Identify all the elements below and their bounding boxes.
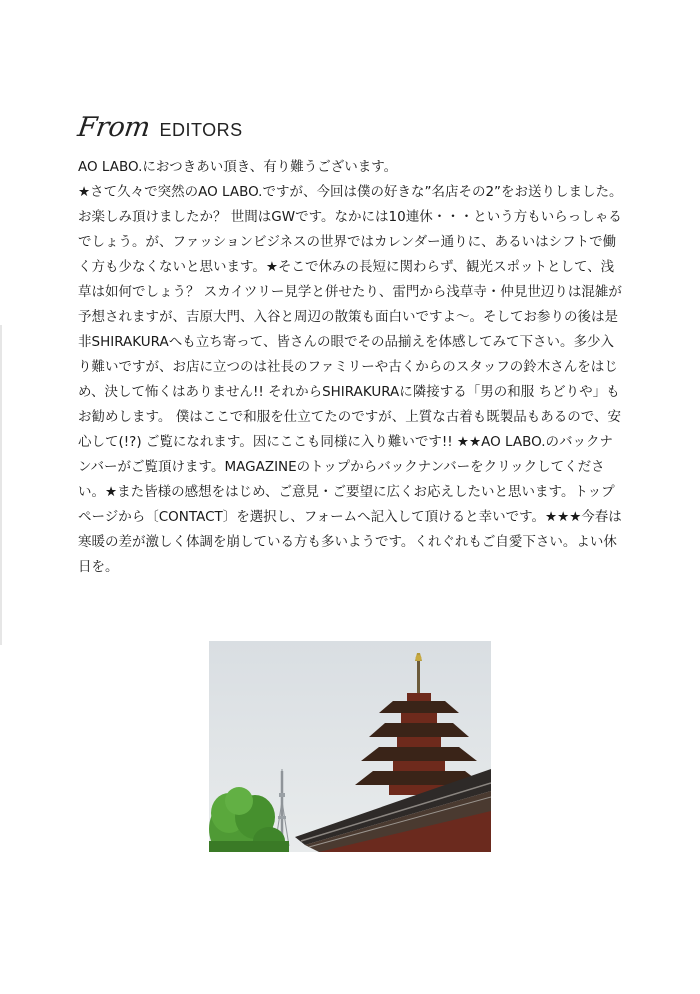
left-edge-rule: [0, 325, 2, 645]
section-heading: [75, 112, 243, 143]
main-paragraph: ★さて久々で突然のAO LABO.ですが、今回は僕の好きな”名店その2”をお送りしました。お楽しみ頂けましたか？ 世間はGWです。なかには10連休・・・という方もいらっしゃるでしょう。が、ファッションビジネスの世界ではカレンダー通りに、あるいはシフトで働く方も少なくないと思います。★そこで休みの長短に関わらず、観光スポットとして、浅草は如何でしょう？ スカイツリー見学と併せたり、雷門から浅草寺・仲見世辺りは混雑が予想されますが、吉原大門、入谷と周辺の散策も面白いですよ〜。そしてお参りの後は是非SHIRAKURAへも立ち寄って、皆さんの眼でその品揃えを体感してみて下さい。多少入り難いですが、お店に立つのは社長のファミリーや古くからのスタッフの鈴木さんをはじめ、決して怖くはありません!! それからSHIRAKURAに隣接する「男の和服 ちどりや」もお勧めします。 僕はここで和服を仕立てたのですが、上質な古着も既製品もあるので、安心して(!?) ご覧になれます。因にここも同様に入り難いです!! ★★AO LABO.のバックナンバーがご覧頂けます。MAGAZINEのトップからバックナンバーをクリックしてください。★また皆様の感想をはじめ、ご意見・ご要望に広くお応えしたいと思います。トップページから〔CONTACT〕を選択し、フォームへ記入して頂けると幸いです。★★★今春は寒暖の差が激しく体調を崩している方も多いようです。くれぐれもご自愛下さい。よい休日を。: [78, 184, 623, 575]
intro-paragraph: AO LABO.におつきあい頂き、有り難うございます。: [78, 159, 398, 175]
heading-caps-word: EDITORS: [159, 120, 243, 140]
editors-note-body: [78, 155, 623, 580]
heading-script-word: From: [75, 112, 152, 143]
pagoda-photo: [209, 641, 491, 852]
